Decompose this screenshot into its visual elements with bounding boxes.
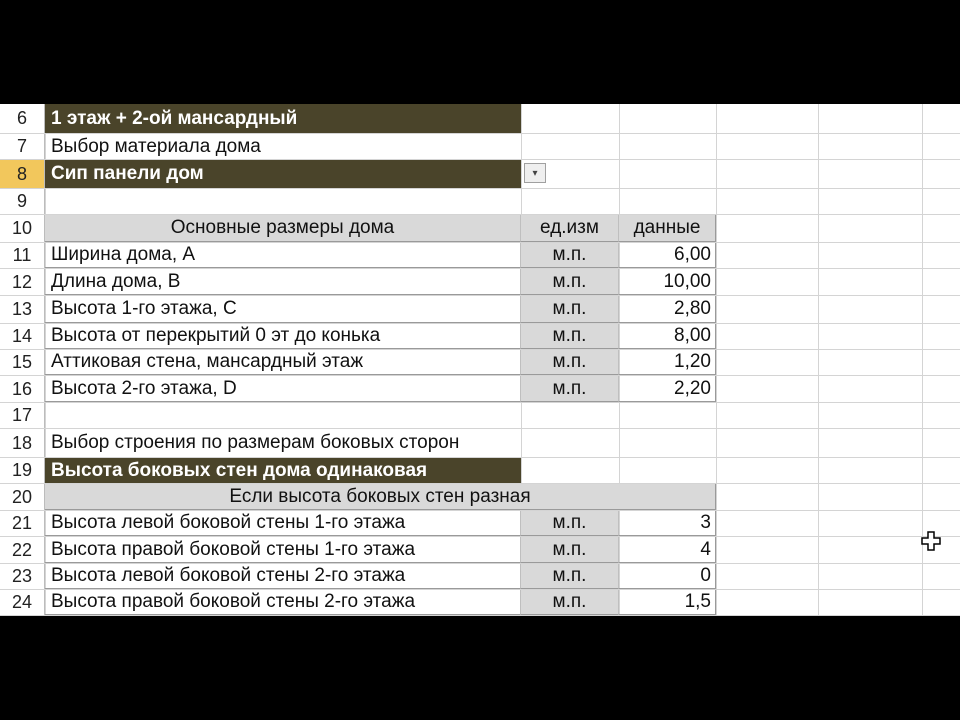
row-header[interactable]: 16 xyxy=(0,376,45,402)
cell-unit[interactable]: м.п. xyxy=(521,564,619,589)
sheet-row[interactable] xyxy=(0,269,960,296)
cell-label[interactable]: Основные размеры дома xyxy=(45,215,521,242)
row-header[interactable]: 9 xyxy=(0,189,45,214)
cell-value[interactable]: 2,20 xyxy=(619,376,716,402)
sheet-row[interactable] xyxy=(0,243,960,269)
sheet-row[interactable] xyxy=(0,324,960,350)
row-header[interactable]: 20 xyxy=(0,484,45,510)
row-header[interactable]: 12 xyxy=(0,269,45,295)
sheet-row[interactable] xyxy=(0,376,960,403)
row-header[interactable]: 22 xyxy=(0,537,45,563)
sheet-row[interactable] xyxy=(0,564,960,590)
row-header[interactable]: 8 xyxy=(0,160,45,188)
cell-value[interactable]: 1,5 xyxy=(619,590,716,615)
cell-label[interactable]: 1 этаж + 2-ой мансардный xyxy=(45,104,521,133)
cell-label[interactable]: Высота правой боковой стены 1-го этажа xyxy=(45,537,521,563)
cell-label[interactable] xyxy=(45,189,521,214)
row-header[interactable]: 6 xyxy=(0,104,45,133)
cell-value[interactable]: 8,00 xyxy=(619,324,716,349)
chevron-down-icon[interactable]: ▾ xyxy=(524,163,546,183)
sheet-row[interactable] xyxy=(0,350,960,376)
cell-unit[interactable]: ед.изм xyxy=(521,215,619,242)
cell-unit[interactable]: м.п. xyxy=(521,537,619,563)
cell-value[interactable]: 3 xyxy=(619,511,716,536)
cell-unit[interactable]: м.п. xyxy=(521,376,619,402)
sheet-row[interactable] xyxy=(0,296,960,324)
cell-label[interactable]: Выбор строения по размерам боковых сторон xyxy=(51,432,460,453)
row-header[interactable]: 15 xyxy=(0,350,45,375)
row-header[interactable]: 11 xyxy=(0,243,45,268)
cell-label[interactable]: Высота боковых стен дома одинаковая xyxy=(45,458,521,483)
sheet-row[interactable] xyxy=(0,403,960,429)
cell-label[interactable]: Высота 1-го этажа, С xyxy=(45,296,521,323)
row-header[interactable]: 19 xyxy=(0,458,45,483)
cell-label[interactable]: Аттиковая стена, мансардный этаж xyxy=(45,350,521,375)
sheet-row[interactable] xyxy=(0,429,960,458)
cell-unit[interactable]: м.п. xyxy=(521,590,619,615)
cell-label[interactable]: Высота правой боковой стены 2-го этажа xyxy=(45,590,521,615)
row-header[interactable]: 14 xyxy=(0,324,45,349)
sheet-row[interactable] xyxy=(0,484,960,511)
cell-value[interactable]: 0 xyxy=(619,564,716,589)
cell-label[interactable]: Сип панели дом xyxy=(45,160,521,188)
cell-label[interactable]: Ширина дома, А xyxy=(45,243,521,268)
row-header[interactable]: 7 xyxy=(0,134,45,159)
cell-label[interactable]: Высота 2-го этажа, D xyxy=(45,376,521,402)
cell-unit[interactable]: м.п. xyxy=(521,511,619,536)
cross-cursor-icon xyxy=(921,531,941,551)
row-header[interactable]: 17 xyxy=(0,403,45,428)
cell-value[interactable]: 4 xyxy=(619,537,716,563)
cell-label[interactable]: Высота левой боковой стены 2-го этажа xyxy=(45,564,521,589)
sheet-row[interactable] xyxy=(0,537,960,564)
sheet-row[interactable] xyxy=(0,104,960,134)
row-header[interactable]: 10 xyxy=(0,215,45,242)
cell-label[interactable]: Высота левой боковой стены 1-го этажа xyxy=(45,511,521,536)
sheet-row[interactable] xyxy=(0,134,960,160)
cell-unit[interactable]: м.п. xyxy=(521,243,619,268)
spreadsheet-grid[interactable] xyxy=(0,104,960,616)
sheet-row[interactable] xyxy=(0,590,960,616)
cell-unit[interactable]: м.п. xyxy=(521,269,619,295)
sheet-row[interactable] xyxy=(0,458,960,484)
cell-label[interactable]: Длина дома, В xyxy=(45,269,521,295)
sheet-row[interactable] xyxy=(0,160,960,189)
cell-unit[interactable]: м.п. xyxy=(521,296,619,323)
cell-value[interactable]: 10,00 xyxy=(619,269,716,295)
sheet-row[interactable] xyxy=(0,189,960,215)
sheet-row[interactable] xyxy=(0,215,960,243)
cell-unit[interactable]: м.п. xyxy=(521,350,619,375)
cell-label[interactable]: Высота от перекрытий 0 эт до конька xyxy=(45,324,521,349)
cell-value[interactable]: данные xyxy=(619,215,716,242)
cell-unit[interactable]: м.п. xyxy=(521,324,619,349)
row-header[interactable]: 21 xyxy=(0,511,45,536)
cell-value[interactable]: 6,00 xyxy=(619,243,716,268)
cell-label[interactable] xyxy=(45,403,521,428)
row-header[interactable]: 24 xyxy=(0,590,45,615)
cell-label[interactable]: Если высота боковых стен разная xyxy=(45,484,716,510)
cell-value[interactable]: 1,20 xyxy=(619,350,716,375)
cell-value[interactable]: 2,80 xyxy=(619,296,716,323)
row-header[interactable]: 18 xyxy=(0,429,45,457)
sheet-row[interactable] xyxy=(0,511,960,537)
row-header[interactable]: 23 xyxy=(0,564,45,589)
row-header[interactable]: 13 xyxy=(0,296,45,323)
cell-label[interactable]: Выбор материала дома xyxy=(51,135,261,157)
